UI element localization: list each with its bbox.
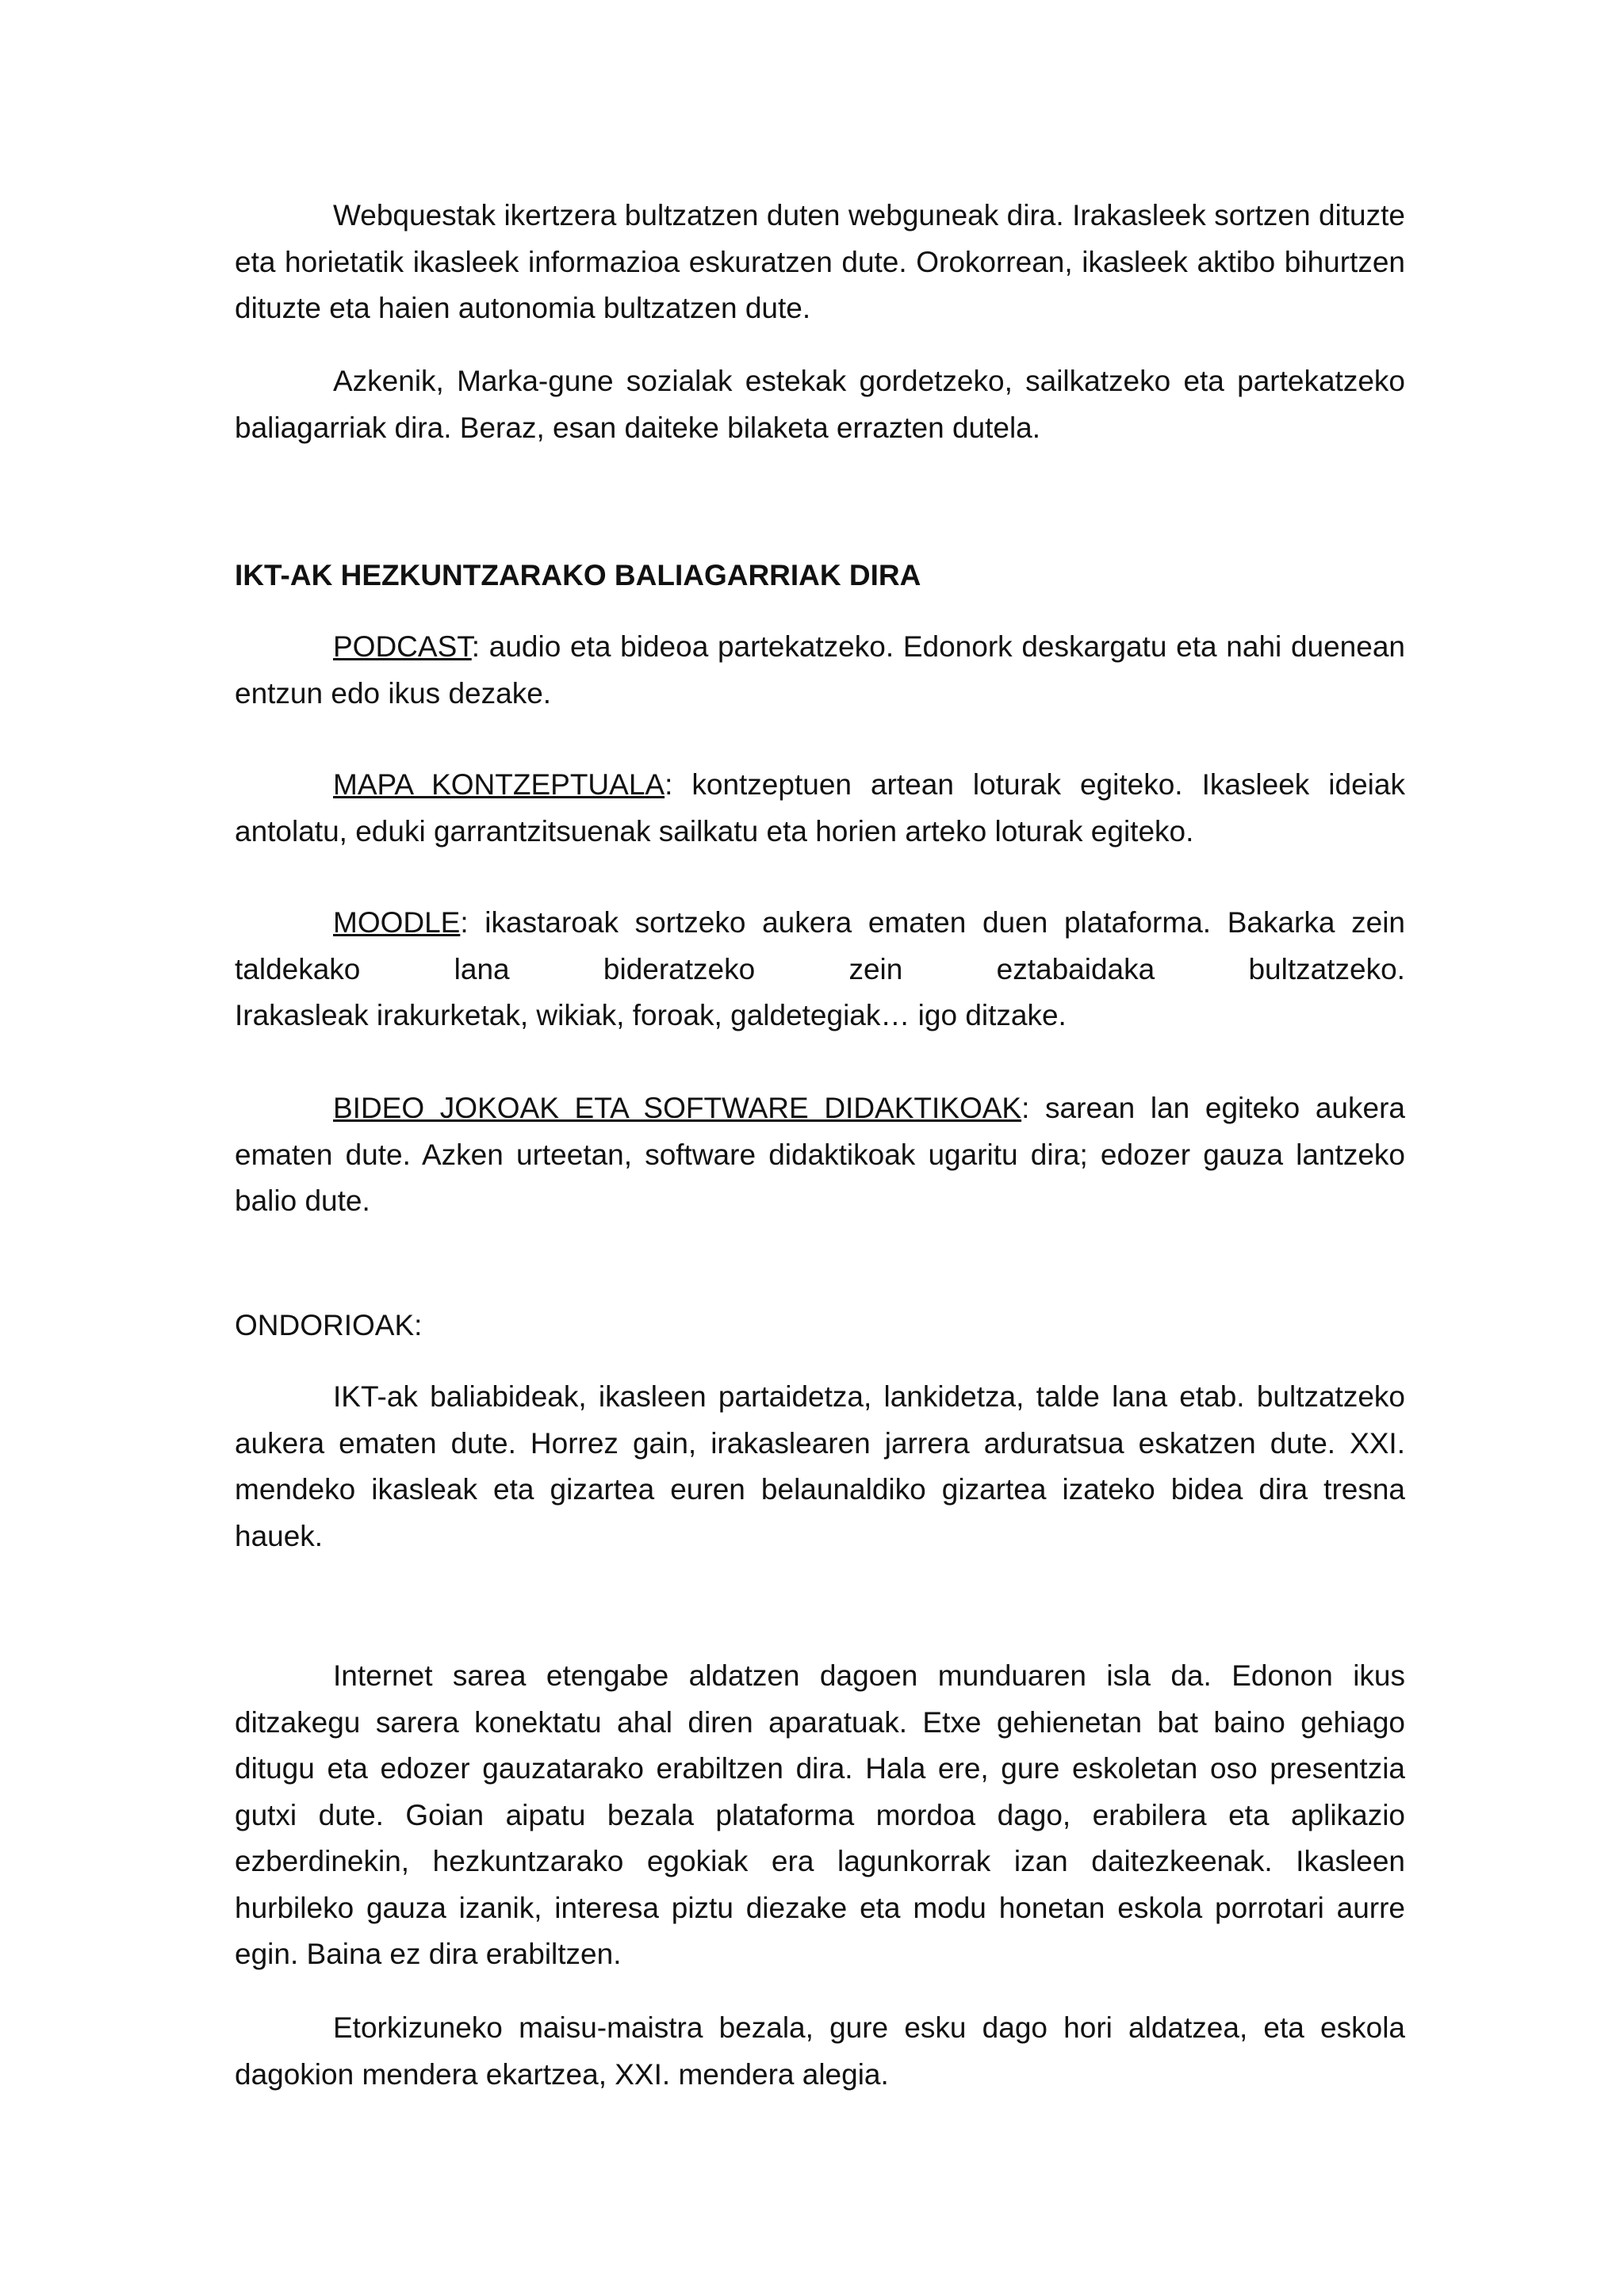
term-bideo-jokoak: BIDEO JOKOAK ETA SOFTWARE DIDAKTIKOAK [333,1092,1022,1124]
paragraph-mapa-kontzeptuala [235,762,1405,855]
moodle-word: bideratzeko [603,952,756,985]
conclusions-label: ONDORIOAK: [235,1309,423,1341]
paragraph-moodle [235,900,1405,1039]
text-mapa-kontzeptuala: : kontzeptuen artean loturak egiteko. Ikasleek ideiak antolatu, eduki garrantzitsuenak sailkatu eta horien arteko loturak egiteko. [235,768,1405,848]
moodle-line-3: Irakasleak irakurketak, wikiak, foroak, galdetegiak… igo ditzake. [235,999,1067,1031]
text-moodle: : ikastaroak sortzeko aukera ematen duen plataforma. Bakarka zein [460,906,1405,939]
paragraph-podcast [235,624,1405,717]
term-moodle: MOODLE [333,906,461,939]
moodle-word: lana [454,952,510,985]
moodle-line-1 [235,900,1405,947]
paragraph-webquestak: Webquestak ikertzera bultzatzen duten webguneak dira. Irakasleek sortzen dituzte eta horietatik ikasleek informazioa eskuratzen dute. Orokorrean, ikasleek aktibo bihurtzen dituzte eta haien autonomia bultzatzen dute. [235,199,1405,324]
paragraph-conclusion-1: IKT-ak baliabideak, ikasleen partaidetza, lankidetza, talde lana etab. bultzatzeko aukera ematen dute. Horrez gain, irakaslearen jarrera arduratsua eskatzen dute. XXI. mendeko ikasleak eta gizartea euren belaunaldiko gizartea izateko bidea dira tresna hauek. [235,1380,1405,1552]
text-bideo-jokoak: : sarean lan egiteko aukera ematen dute. Azken urteetan, software didaktikoak ugaritu dira; edozer gauza lantzeko balio dute. [235,1092,1405,1217]
moodle-word: bultzatzeko. [1248,952,1405,985]
term-podcast: PODCAST [333,630,472,663]
paragraph-conclusion-3: Etorkizuneko maisu-maistra bezala, gure esku dago hori aldatzea, eta eskola dagokion mendera ekartzea, XXI. mendera alegia. [235,2011,1405,2091]
moodle-line-2 [235,947,1405,993]
term-mapa-kontzeptuala: MAPA KONTZEPTUALA [333,768,665,801]
paragraph-bideo-jokoak [235,1085,1405,1225]
paragraph-conclusion-2: Internet sarea etengabe aldatzen dagoen munduaren isla da. Edonon ikus ditzakegu sarera konektatu ahal diren aparatuak. Etxe gehienetan bat baino gehiago ditugu eta edozer gauzatarako erabiltzen dira. Hala ere, gure eskoletan oso presentzia gutxi dute. Goian aipatu bezala plataforma mordoa dago, erabilera eta aplikazio ezberdinekin, hezkuntzarako egokiak era lagunkorrak izan daitezkeenak. Ikasleen hurbileko gauza izanik, interesa piztu diezake eta modu honetan eskola porrotari aurre egin. Baina ez dira erabiltzen. [235,1659,1405,1970]
text-podcast: : audio eta bideoa partekatzeko. Edonork deskargatu eta nahi duenean entzun edo ikus dezake. [235,630,1405,710]
section-heading: IKT-AK HEZKUNTZARAKO BALIAGARRIAK DIRA [235,559,921,591]
moodle-word: eztabaidaka [996,952,1155,985]
moodle-word: zein [848,952,903,985]
paragraph-marka-gune: Azkenik, Marka-gune sozialak estekak gordetzeko, sailkatzeko eta partekatzeko baliagarriak dira. Beraz, esan daiteke bilaketa errazten dutela. [235,365,1405,444]
moodle-word: taldekako [235,952,361,985]
